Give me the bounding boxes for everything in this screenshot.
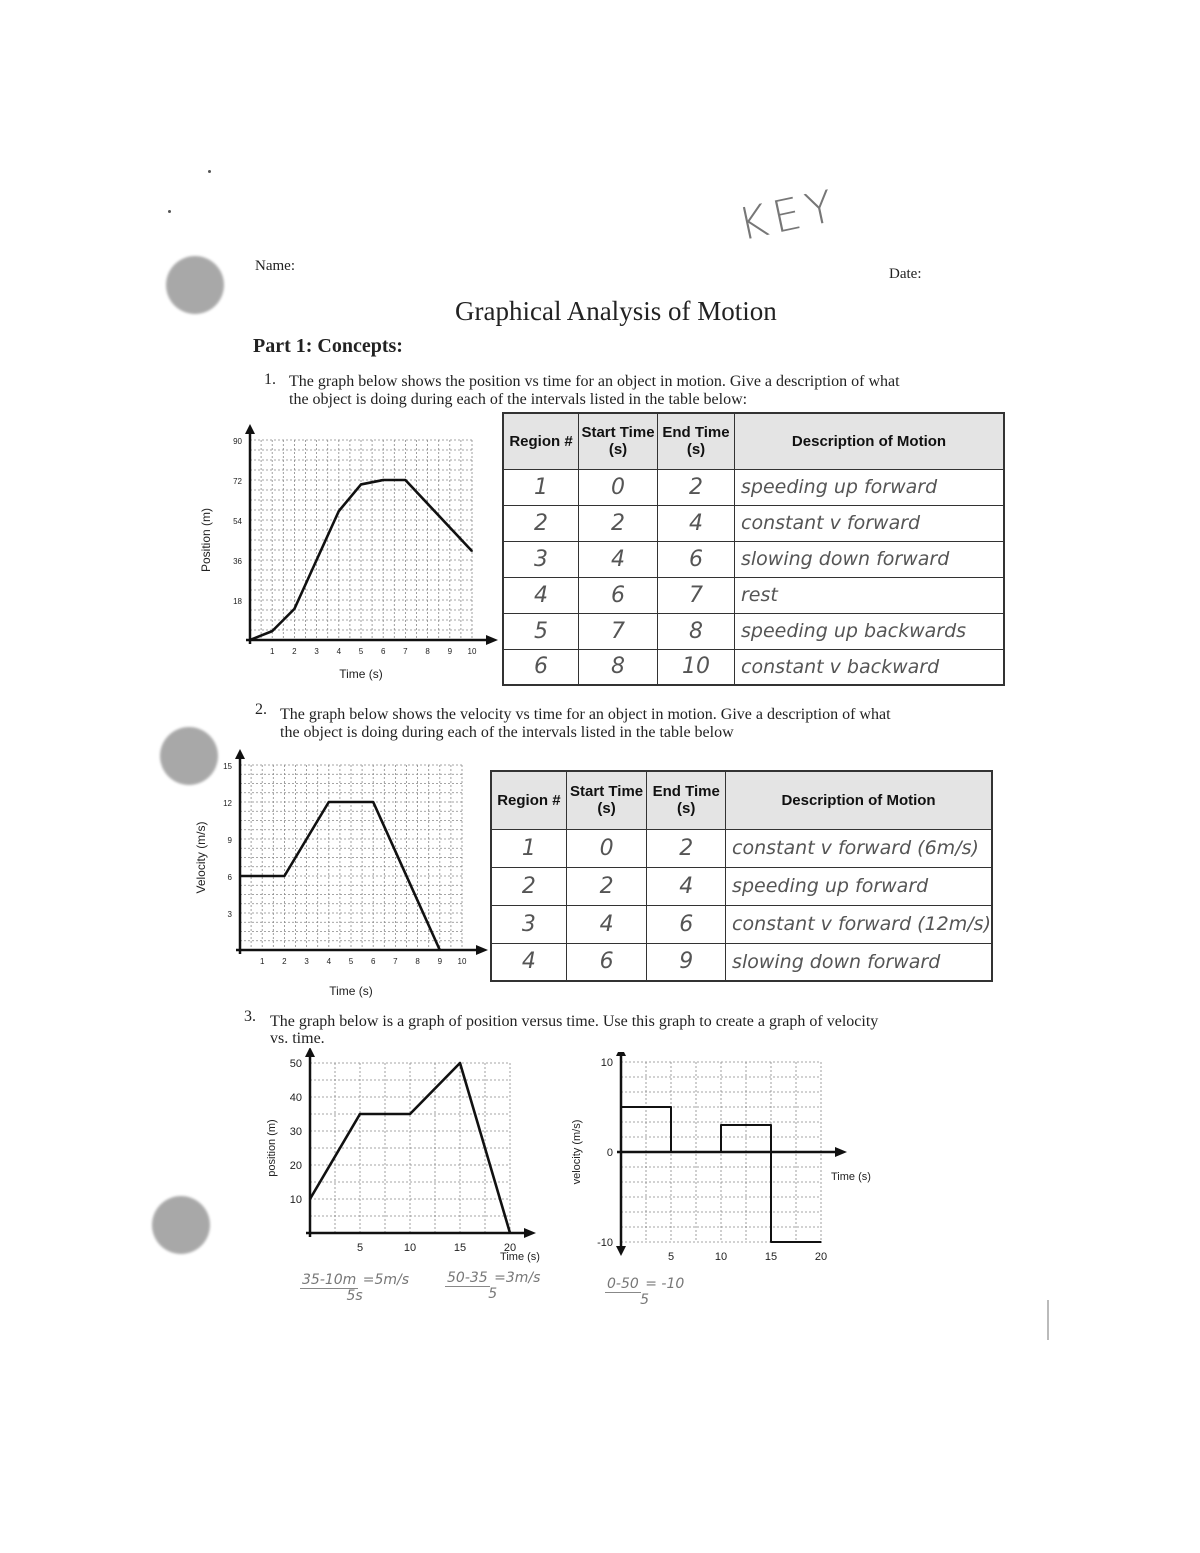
start-cell: 8: [579, 649, 658, 685]
x-tick-label: 3: [304, 957, 309, 966]
data-point: [249, 639, 251, 641]
start-cell: 2: [579, 505, 658, 541]
data-point: [338, 510, 340, 512]
calc-2-denominator: 5: [488, 1286, 498, 1302]
description-cell: slowing down forward: [726, 943, 992, 981]
end-cell: 4: [658, 505, 735, 541]
description-cell: speeding up forward: [735, 469, 1005, 505]
description-cell: constant v forward (12m/s): [726, 905, 992, 943]
question-3-text-line2: vs. time.: [270, 1030, 325, 1047]
calc-1-denominator: 5s: [346, 1288, 363, 1304]
end-cell: 7: [658, 577, 735, 613]
y-tick-label: 10: [600, 1057, 613, 1069]
start-cell: 2: [566, 867, 647, 905]
y-axis-label: velocity (m/s): [571, 1119, 583, 1185]
region-cell: 1: [491, 829, 566, 867]
punch-hole-bottom: [152, 1196, 210, 1254]
header-start-time: Start Time (s): [579, 413, 658, 469]
data-point: [509, 1232, 511, 1234]
table-row: [503, 613, 1004, 649]
data-point: [820, 1241, 822, 1243]
data-point: [372, 801, 374, 803]
data-point: [409, 1113, 411, 1115]
part-heading: Part 1: Concepts:: [253, 335, 403, 357]
slope-calc-2: [445, 1270, 540, 1302]
end-cell: 9: [647, 943, 726, 981]
region-cell: 2: [491, 867, 566, 905]
start-cell: 0: [579, 469, 658, 505]
punch-hole-top: [166, 256, 224, 314]
data-point: [670, 1106, 672, 1108]
position-time-chart-1: [195, 420, 500, 690]
x-tick-label: 1: [259, 957, 265, 966]
data-point: [328, 801, 330, 803]
calc-1-numerator: 35-10m: [302, 1272, 357, 1288]
name-label: Name:: [255, 258, 295, 274]
x-tick-label: 10: [467, 647, 477, 656]
x-tick-label: 8: [415, 957, 420, 966]
region-cell: 4: [491, 943, 566, 981]
start-cell: 6: [579, 577, 658, 613]
x-tick-label: 20: [814, 1251, 828, 1262]
description-cell: slowing down forward: [735, 541, 1005, 577]
start-cell: 0: [566, 829, 647, 867]
table-row: [503, 469, 1004, 505]
y-tick-label: 9: [227, 836, 232, 845]
data-point: [294, 608, 296, 610]
page-title: Graphical Analysis of Motion: [455, 296, 777, 326]
data-point: [360, 484, 362, 486]
y-axis-arrow: [235, 749, 245, 759]
key-mark: KEY: [733, 180, 844, 251]
calc-3-result: = -10: [645, 1276, 685, 1292]
x-tick-label: 7: [403, 647, 408, 656]
x-tick-label: 8: [425, 647, 430, 656]
start-cell: 4: [579, 541, 658, 577]
end-cell: 2: [647, 829, 726, 867]
x-tick-label: 20: [503, 1242, 517, 1254]
table-row: [503, 541, 1004, 577]
question-2-number: 2.: [255, 701, 267, 718]
y-tick-label: 90: [233, 437, 242, 446]
question-1-table: [502, 412, 1005, 686]
y-tick-label: 3: [227, 910, 232, 919]
y-axis-arrow: [305, 1048, 315, 1057]
header-end-time: End Time (s): [658, 413, 735, 469]
slope-calc-1: [300, 1272, 409, 1304]
velocity-time-chart-2: [190, 738, 490, 1003]
x-tick-label: 3: [314, 647, 319, 656]
start-cell: 4: [566, 905, 647, 943]
calc-2-numerator: 50-35: [447, 1270, 488, 1286]
data-point: [284, 875, 286, 877]
end-cell: 4: [647, 867, 726, 905]
x-tick-label: 15: [453, 1242, 467, 1254]
y-tick-label: -10: [597, 1237, 613, 1249]
y-tick-label: 20: [289, 1160, 302, 1172]
region-cell: 1: [503, 469, 579, 505]
y-axis-label: Velocity (m/s): [194, 821, 208, 894]
description-cell: constant v forward: [735, 505, 1005, 541]
data-point: [720, 1151, 722, 1153]
data-point: [309, 1198, 311, 1200]
y-tick-label: 54: [233, 517, 242, 526]
y-tick-label: 36: [233, 557, 242, 566]
data-point: [271, 630, 273, 632]
start-cell: 6: [566, 943, 647, 981]
data-point: [405, 479, 407, 481]
x-axis-arrow: [476, 945, 488, 955]
y-tick-label: 72: [233, 477, 242, 486]
end-cell: 2: [658, 469, 735, 505]
x-axis-arrow: [835, 1147, 847, 1157]
table-row: [491, 829, 992, 867]
position-time-chart-3: [260, 1048, 570, 1273]
description-cell: constant v forward (6m/s): [726, 829, 992, 867]
description-cell: constant v backward: [735, 649, 1005, 685]
x-axis-label: Time (s): [500, 1251, 540, 1263]
x-tick-label: 4: [336, 647, 342, 656]
y-axis-label: Position (m): [199, 507, 213, 573]
y-tick-label: 30: [289, 1126, 302, 1138]
question-3-number: 3.: [244, 1008, 256, 1025]
table-row: [491, 867, 992, 905]
x-axis-label: Time (s): [831, 1171, 871, 1183]
x-tick-label: 9: [437, 957, 443, 966]
question-2-table: [490, 770, 993, 982]
x-axis-arrow: [524, 1228, 536, 1238]
y-axis-arrow: [245, 424, 255, 434]
data-point: [770, 1124, 772, 1126]
x-tick-label: 6: [370, 957, 376, 966]
header-region: Region #: [491, 771, 566, 829]
y-axis-arrow: [616, 1052, 626, 1056]
question-2-text-line1: The graph below shows the velocity vs time for an object in motion. Give a description of what: [280, 706, 891, 723]
question-1-text-line1: The graph below shows the position vs time for an object in motion. Give a description of what: [289, 373, 900, 390]
y-tick-label: 18: [233, 597, 242, 606]
data-point: [471, 550, 473, 552]
data-point: [439, 949, 441, 951]
table-row: [503, 577, 1004, 613]
question-1-text-line2: the object is doing during each of the intervals listed in the table below:: [289, 391, 748, 408]
x-axis-label: Time (s): [329, 984, 373, 998]
region-cell: 3: [503, 541, 579, 577]
data-point: [720, 1124, 722, 1126]
x-tick-label: 10: [457, 957, 467, 966]
x-axis-arrow: [486, 635, 498, 645]
y-axis-label: position (m): [266, 1119, 278, 1177]
x-tick-label: 5: [348, 957, 354, 966]
data-point: [382, 479, 384, 481]
data-point: [620, 1106, 622, 1108]
region-cell: 5: [503, 613, 579, 649]
table-row: [503, 505, 1004, 541]
data-point: [770, 1241, 772, 1243]
x-tick-label: 5: [667, 1251, 675, 1262]
x-tick-label: 1: [269, 647, 275, 656]
end-cell: 6: [658, 541, 735, 577]
region-cell: 3: [491, 905, 566, 943]
description-cell: speeding up forward: [726, 867, 992, 905]
x-tick-label: 10: [403, 1242, 417, 1254]
region-cell: 2: [503, 505, 579, 541]
end-cell: 10: [658, 649, 735, 685]
header-description: Description of Motion: [735, 413, 1005, 469]
x-tick-label: 6: [380, 647, 386, 656]
y-tick-label: 10: [289, 1194, 302, 1206]
y-tick-label: 40: [289, 1092, 302, 1104]
data-point: [670, 1151, 672, 1153]
x-tick-label: 9: [447, 647, 453, 656]
slope-calc-3: [605, 1276, 684, 1308]
calc-3-numerator: 0-50: [607, 1276, 639, 1292]
calc-1-result: =5m/s: [362, 1272, 410, 1288]
x-tick-label: 5: [356, 1242, 364, 1254]
data-point: [359, 1113, 361, 1115]
table-row: [503, 649, 1004, 685]
x-tick-label: 7: [393, 957, 398, 966]
description-cell: rest: [735, 577, 1005, 613]
calc-2-result: =3m/s: [494, 1270, 541, 1286]
region-cell: 4: [503, 577, 579, 613]
x-axis-label: Time (s): [339, 667, 383, 681]
y-tick-label: 6: [227, 873, 232, 882]
question-1-number: 1.: [264, 371, 276, 388]
x-tick-label: 2: [282, 957, 287, 966]
table-row: [491, 905, 992, 943]
data-point: [239, 875, 241, 877]
start-cell: 7: [579, 613, 658, 649]
x-tick-label: 4: [326, 957, 332, 966]
question-2-text-line2: the object is doing during each of the intervals listed in the table below: [280, 724, 734, 741]
description-cell: speeding up backwards: [735, 613, 1005, 649]
header-description: Description of Motion: [726, 771, 992, 829]
header-region: Region #: [503, 413, 579, 469]
end-cell: 8: [658, 613, 735, 649]
question-3-text-line1: The graph below is a graph of position versus time. Use this graph to create a graph of velocity: [270, 1013, 879, 1030]
y-tick-label: 50: [289, 1058, 302, 1070]
data-point: [459, 1062, 461, 1064]
velocity-time-chart-4: [565, 1052, 885, 1262]
x-tick-label: 10: [714, 1251, 728, 1262]
x-tick-label: 15: [764, 1251, 778, 1262]
date-label: Date:: [889, 266, 922, 282]
y-tick-label: 15: [223, 762, 232, 771]
header-end-time: End Time (s): [647, 771, 726, 829]
x-tick-label: 5: [358, 647, 364, 656]
y-tick-label: 12: [223, 799, 232, 808]
y-tick-label: 0: [606, 1147, 613, 1159]
end-cell: 6: [647, 905, 726, 943]
x-tick-label: 2: [292, 647, 297, 656]
calc-3-denominator: 5: [640, 1292, 650, 1308]
region-cell: 6: [503, 649, 579, 685]
y-axis-arrow-down: [616, 1246, 626, 1256]
header-start-time: Start Time (s): [566, 771, 647, 829]
table-row: [491, 943, 992, 981]
